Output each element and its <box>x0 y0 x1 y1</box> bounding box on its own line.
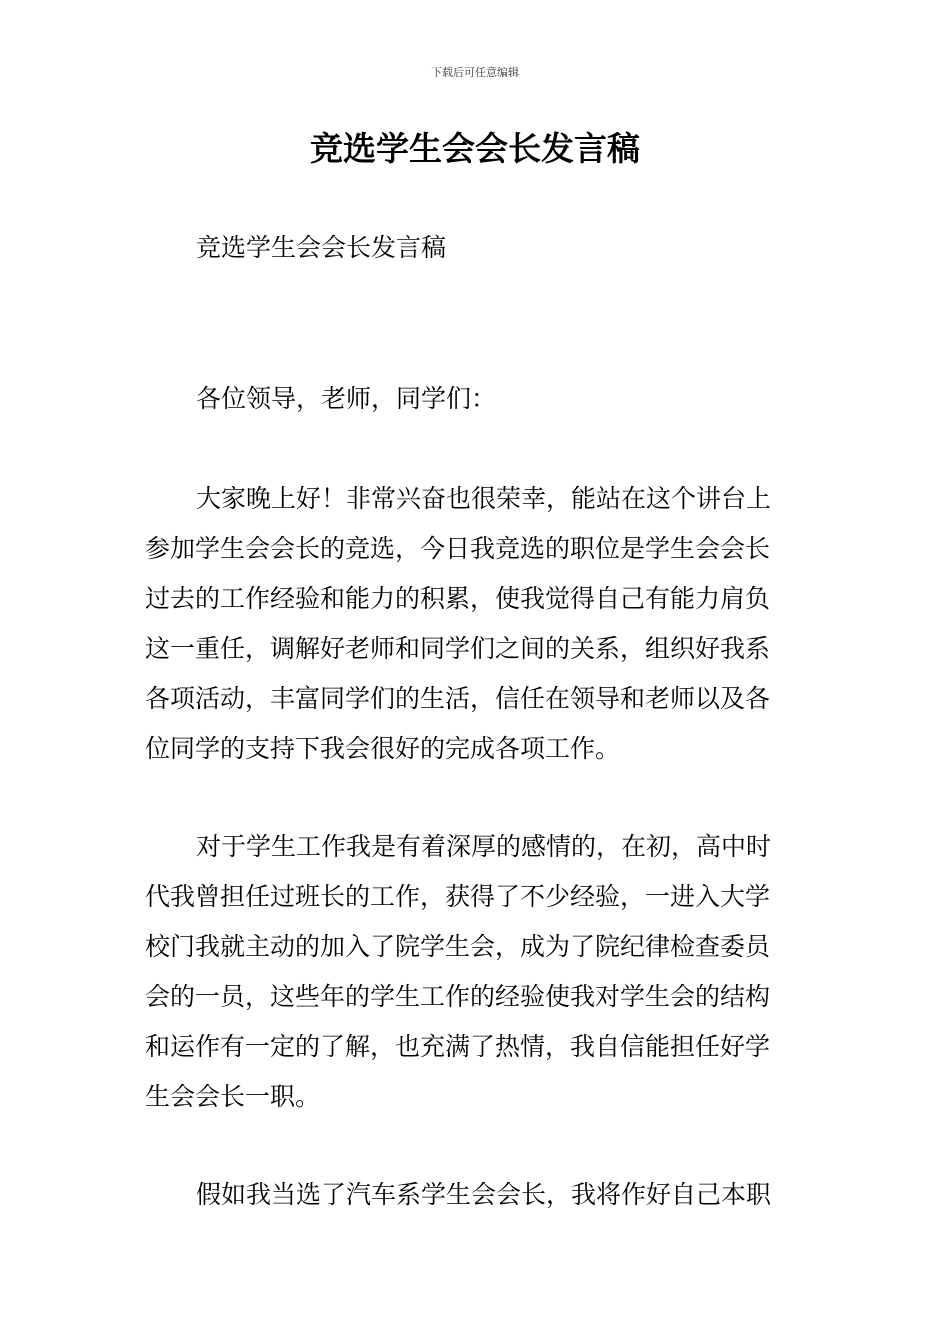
document-subtitle: 竞选学生会会长发言稿 <box>196 233 447 262</box>
paragraph-line: 代我曾担任过班长的工作，获得了不少经验，一进入大学 <box>145 882 771 911</box>
paragraph-line: 过去的工作经验和能力的积累，使我觉得自己有能力肩负 <box>145 584 771 613</box>
paragraph-line: 这一重任，调解好老师和同学们之间的关系，组织好我系 <box>145 634 771 663</box>
paragraph-line: 对于学生工作我是有着深厚的感情的，在初，高中时 <box>196 832 772 861</box>
paragraph-line: 位同学的支持下我会很好的完成各项工作。 <box>145 734 621 763</box>
paragraph-line: 大家晚上好！非常兴奋也很荣幸，能站在这个讲台上 <box>196 484 772 513</box>
paragraph-2 <box>145 822 815 1122</box>
paragraph-line: 生会会长一职。 <box>145 1082 321 1111</box>
paragraph-line: 各项活动，丰富同学们的生活，信任在领导和老师以及各 <box>145 684 771 713</box>
document-title: 竞选学生会会长发言稿 <box>310 129 640 168</box>
paragraph-line: 校门我就主动的加入了院学生会，成为了院纪律检查委员 <box>145 932 771 961</box>
paragraph-3 <box>145 1170 815 1220</box>
paragraph-1 <box>145 474 815 774</box>
header-note: 下载后可任意编辑 <box>431 66 519 79</box>
salutation: 各位领导，老师，同学们： <box>196 384 497 413</box>
paragraph-line: 参加学生会会长的竞选，今日我竞选的职位是学生会会长 <box>145 534 771 563</box>
paragraph-line: 假如我当选了汽车系学生会会长，我将作好自己本职 <box>196 1180 772 1209</box>
paragraph-line: 和运作有一定的了解，也充满了热情，我自信能担任好学 <box>145 1032 771 1061</box>
paragraph-line: 会的一员，这些年的学生工作的经验使我对学生会的结构 <box>145 982 771 1011</box>
